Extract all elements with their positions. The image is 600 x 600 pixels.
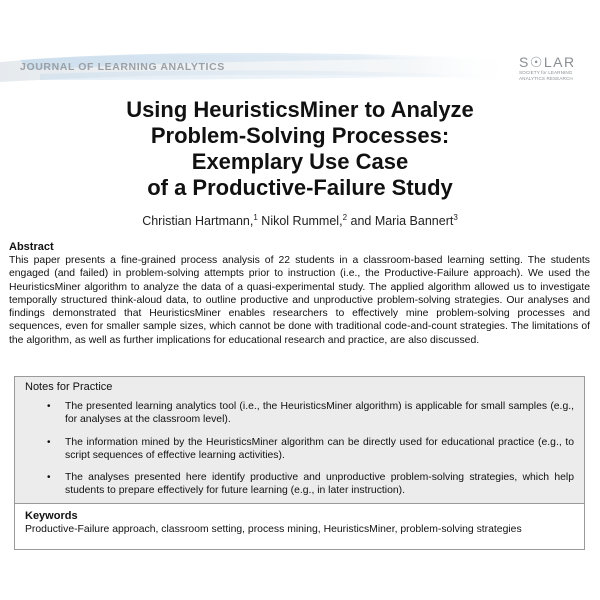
solar-logo: [519, 55, 589, 81]
notes-for-practice-box: [14, 376, 585, 504]
bullet-icon: •: [47, 472, 51, 484]
keywords-text: Productive-Failure approach, classroom setting, process mining, HeuristicsMiner, problem-solving strategies: [25, 524, 522, 535]
note-item: [15, 400, 584, 427]
keywords-heading: Keywords: [25, 510, 78, 522]
author-3: and Maria Bannert: [347, 214, 454, 229]
note-text: The presented learning analytics tool (i.e., the HeuristicsMiner algorithm) is applicable for small samples (e.g., for analyses at the classroom level).: [65, 401, 574, 426]
bullet-icon: •: [47, 401, 51, 412]
keywords-box: [14, 504, 585, 550]
bullet-icon: •: [47, 436, 51, 448]
note-text: The analyses presented here identify productive and unproductive problem-solving strategies, which help students to prepare effectively for future learning (e.g., in later instruction).: [65, 472, 574, 497]
paper-title: [60, 97, 540, 201]
title-line-3: Exemplary Use Case: [191, 149, 409, 174]
author-2: Nikol Rummel,: [257, 214, 343, 229]
title-line-1: Using HeuristicsMiner to Analyze: [126, 97, 474, 122]
note-text: The information mined by the HeuristicsMiner algorithm can be directly used for educational practice (e.g., to script sequences of effective learning activities).: [65, 436, 574, 461]
author-3-affiliation: 3: [453, 213, 458, 222]
note-item: [15, 436, 584, 463]
notes-list: [15, 400, 584, 507]
abstract-heading: Abstract: [9, 241, 54, 253]
notes-heading: Notes for Practice: [25, 381, 113, 393]
solar-logo-subtitle-1: SOCIETY for LEARNING: [519, 70, 573, 75]
authors-line: [40, 213, 560, 228]
solar-logo-subtitle-2: ANALYTICS RESEARCH: [519, 76, 573, 81]
author-1: Christian Hartmann,: [142, 214, 254, 229]
author-2-affiliation: 2: [342, 213, 348, 222]
title-line-2: Problem-Solving Processes:: [150, 123, 450, 148]
journal-name: JOURNAL OF LEARNING ANALYTICS: [20, 61, 225, 73]
note-item: [15, 471, 584, 498]
author-1-affiliation: 1: [253, 213, 258, 222]
abstract-text: This paper presents a fine-grained process analysis of 22 students in a classroom-based learning setting. The students engaged (and failed) in problem-solving attempts prior to instruction (i.e., the Productive-Failure approach). We used the HeuristicsMiner algorithm to analyze the data of a quasi-experimental study. The applied algorithm allowed us to investigate temporally structured think-aloud data, to outline productive and unproductive problem-solving strategies. Our analyses and findings demonstrated that HeuristicsMiner enables researchers to effectively mine problem-solving processes and sequences, even for smaller sample sizes, which cannot be done with traditional code-and-count strategies. The limitations of the algorithm, as well as further implications for educational research and practice, are also discussed.: [9, 255, 590, 346]
solar-logo-text: S☉LAR: [519, 54, 576, 70]
title-line-4: of a Productive-Failure Study: [147, 175, 453, 200]
